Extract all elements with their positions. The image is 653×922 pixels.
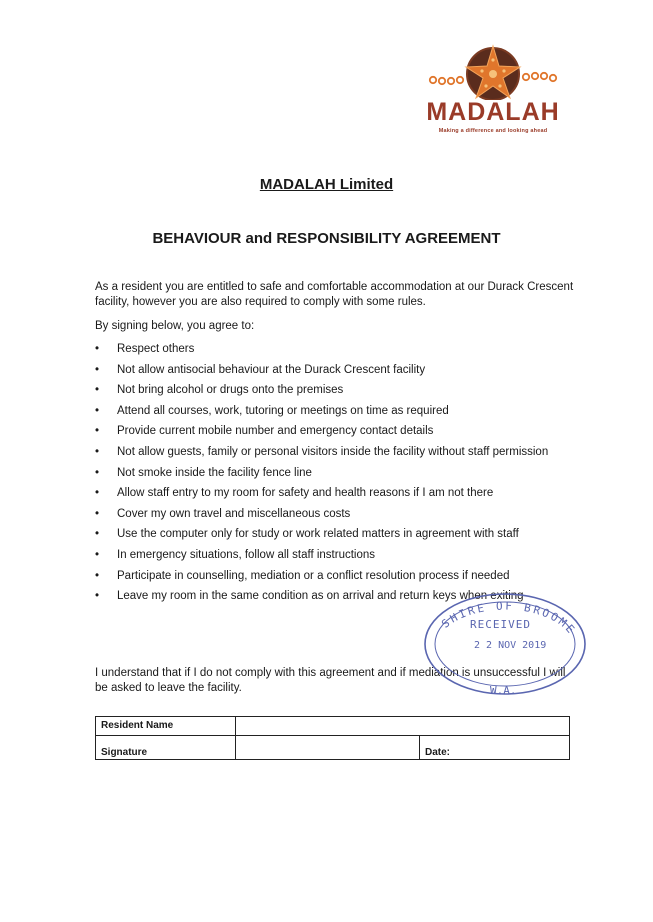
bullet-icon: • (95, 425, 100, 438)
bullet-icon: • (95, 343, 100, 355)
bullet-icon: • (95, 487, 100, 500)
list-item (95, 485, 548, 506)
madalah-logo (418, 40, 568, 140)
rule-text: Attend all courses, work, tutoring or meetings on time as required (117, 404, 449, 417)
intro-paragraph: As a resident you are entitled to safe and comfortable accommodation at our Durack Crescent facility, however you are also required to comply with some rules. (95, 281, 574, 308)
closing-statement: I understand that if I do not comply with this agreement and if mediation is unsuccessful I will be asked to leave the facility. (95, 667, 566, 694)
logo-tagline: Making a difference and looking ahead (438, 128, 548, 134)
table-divider (419, 736, 420, 760)
org-title: MADALAH Limited (259, 176, 394, 193)
bullet-icon: • (95, 590, 100, 603)
bullet-icon: • (95, 384, 100, 397)
rule-text: Not allow antisocial behaviour at the Durack Crescent facility (117, 363, 426, 376)
rule-text: Allow staff entry to my room for safety and health reasons if I am not there (117, 487, 494, 500)
rule-text: Not allow guests, family or personal visitors inside the facility without staff permission (117, 445, 549, 458)
rule-text: Cover my own travel and miscellaneous costs (117, 507, 351, 520)
rule-text: Provide current mobile number and emergency contact details (117, 425, 434, 438)
bullet-icon: • (95, 507, 100, 520)
list-item (95, 423, 548, 444)
list-item (95, 382, 548, 403)
stamp-state: W.A. (490, 684, 517, 697)
list-item (95, 506, 548, 527)
starfish-emblem-icon (418, 40, 568, 100)
list-item (95, 362, 548, 383)
list-item (95, 403, 548, 424)
agreement-lead: By signing below, you agree to: (95, 320, 255, 332)
date-label: Date: (425, 747, 451, 758)
rule-text: Leave my room in the same condition as on arrival and return keys when exiting (117, 590, 524, 603)
rules-list (95, 341, 548, 609)
rule-text: Use the computer only for study or work related matters in agreement with staff (117, 528, 519, 541)
stamp-date: 2 2 NOV 2019 (474, 640, 547, 651)
list-item (95, 444, 548, 465)
rule-text: Not smoke inside the facility fence line (117, 466, 312, 479)
rule-text: Participate in counselling, mediation or a conflict resolution process if needed (117, 569, 510, 582)
document-title: BEHAVIOUR and RESPONSIBILITY AGREEMENT (152, 230, 501, 247)
resident-name-label: Resident Name (101, 720, 174, 731)
bullet-icon: • (95, 445, 100, 458)
bullet-icon: • (95, 528, 100, 541)
logo-brand-name: MADALAH (426, 98, 560, 126)
list-item (95, 526, 548, 547)
stamp-arc-text: SHIRE OF BROOME (439, 599, 579, 638)
list-item (95, 465, 548, 486)
rule-text: Respect others (117, 343, 195, 355)
bullet-icon: • (95, 548, 100, 561)
table-divider (235, 717, 236, 759)
list-item (95, 341, 548, 362)
rule-text: Not bring alcohol or drugs onto the premises (117, 384, 344, 397)
stamp-received: RECEIVED (470, 618, 531, 631)
list-item (95, 547, 548, 568)
received-stamp (410, 580, 595, 710)
bullet-icon: • (95, 569, 100, 582)
rule-text: In emergency situations, follow all staff instructions (117, 548, 376, 561)
signature-label: Signature (101, 747, 148, 758)
table-divider (96, 735, 569, 736)
bullet-icon: • (95, 466, 100, 479)
signature-table (95, 716, 570, 760)
bullet-icon: • (95, 404, 100, 417)
bullet-icon: • (95, 363, 100, 376)
